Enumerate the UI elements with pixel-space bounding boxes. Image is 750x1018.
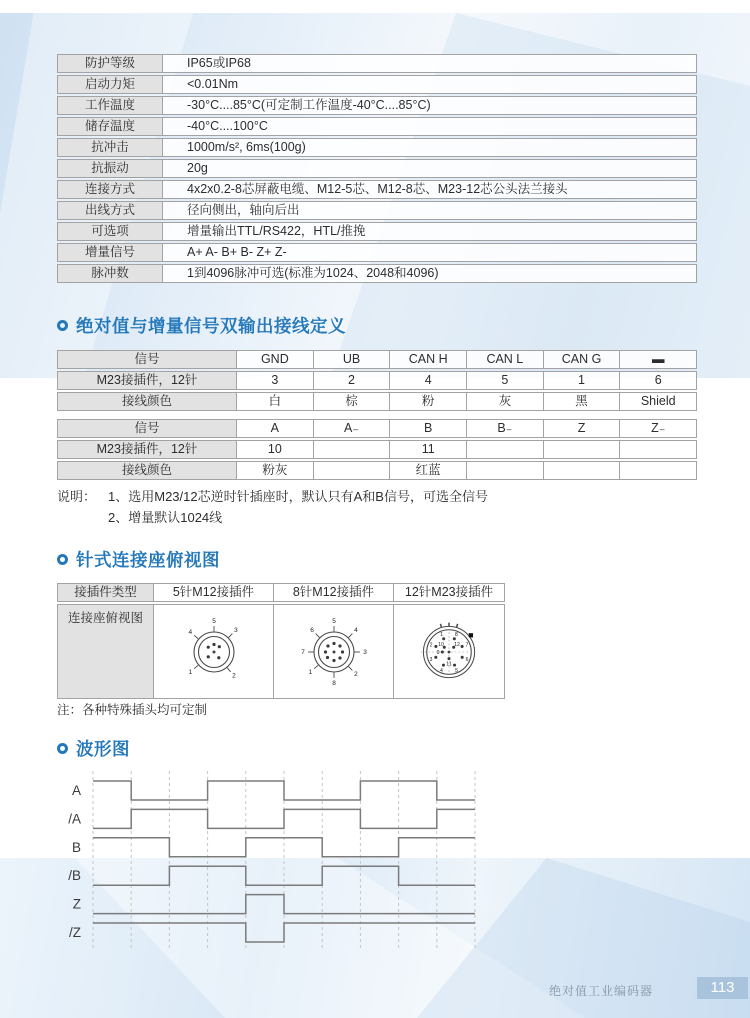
wiring-cell: 接线颜色 xyxy=(58,462,236,479)
specs-table xyxy=(57,54,697,285)
wiring-cell: M23接插件，12针 xyxy=(58,441,236,458)
connector-diagram-cell xyxy=(153,605,273,698)
spec-label: 可选项 xyxy=(58,223,162,240)
wiring-header-cell: A₋ xyxy=(313,420,390,437)
wiring-header-cell: A xyxy=(236,420,313,437)
wiring-cell: 6 xyxy=(619,372,696,389)
spec-label: 脉冲数 xyxy=(58,265,162,282)
spec-value: A+ A- B+ B- Z+ Z- xyxy=(162,244,696,261)
pin-label: 1 xyxy=(440,631,444,638)
spec-row xyxy=(57,54,697,73)
spec-row xyxy=(57,264,697,283)
pin-label: 4 xyxy=(353,626,358,634)
spec-row xyxy=(57,159,697,178)
wiring-header-cell: CAN H xyxy=(389,351,466,368)
waveform-svg xyxy=(50,765,695,960)
section-title-text: 波形图 xyxy=(76,739,130,759)
wiring-cell: 4 xyxy=(389,372,466,389)
wiring-cell: 1 xyxy=(543,372,620,389)
spec-row xyxy=(57,117,697,136)
section-title-connector xyxy=(57,547,220,572)
wiring-cell: Shield xyxy=(619,393,696,410)
wiring-cell: 红蓝 xyxy=(389,462,466,479)
note-line: 2、增量默认1024线 xyxy=(108,510,223,525)
spec-row xyxy=(57,75,697,94)
wiring-cell xyxy=(543,462,620,479)
wiring-header-cell: Z₋ xyxy=(619,420,696,437)
signal-trace-/A xyxy=(93,809,475,828)
spec-label: 抗冲击 xyxy=(58,139,162,156)
wiring-row xyxy=(57,392,697,411)
wiring-table-abz xyxy=(57,419,697,482)
wiring-cell: 粉 xyxy=(389,393,466,410)
wiring-cell xyxy=(619,462,696,479)
wiring-cell: M23接插件，12针 xyxy=(58,372,236,389)
pin-label: 3 xyxy=(233,626,238,634)
pin-label: 5 xyxy=(455,667,459,674)
pin-label: 6 xyxy=(465,656,469,663)
pin-label: 1 xyxy=(307,668,312,676)
spec-value: 20g xyxy=(162,160,696,177)
spec-value: <0.01Nm xyxy=(162,76,696,93)
wiring-row xyxy=(57,440,697,459)
spec-value: 径向侧出，轴向后出 xyxy=(162,202,696,219)
wiring-header-cell: Z xyxy=(543,420,620,437)
signal-label-B: B xyxy=(71,839,81,855)
connector-header-cell: 12针M23接插件 xyxy=(393,584,504,601)
wiring-cell: 白 xyxy=(236,393,313,410)
connector-header-cell: 接插件类型 xyxy=(58,584,153,601)
signal-trace-Z xyxy=(93,895,475,914)
wiring-header-cell: 信号 xyxy=(58,420,236,437)
pin-label: 4 xyxy=(439,667,443,674)
wiring-cell: 黑 xyxy=(543,393,620,410)
connector-table xyxy=(57,583,505,701)
wiring-header-cell: B xyxy=(389,420,466,437)
connector-header-cell: 8针M12接插件 xyxy=(273,584,393,601)
section-bullet-icon xyxy=(57,743,68,754)
pin-label: 1 xyxy=(187,668,192,676)
spec-value: 增量输出TTL/RS422，HTL/推挽 xyxy=(162,223,696,240)
spec-value: 1000m/s², 6ms(100g) xyxy=(162,139,696,156)
section-title-text: 针式连接座俯视图 xyxy=(76,550,220,570)
wiring-header-cell: GND xyxy=(236,351,313,368)
wiring-row xyxy=(57,461,697,480)
spec-value: -30°C....85°C(可定制工作温度-40°C....85°C) xyxy=(162,97,696,114)
section-bullet-icon xyxy=(57,554,68,565)
pin-label: 7 xyxy=(300,648,305,656)
signal-trace-B xyxy=(93,838,475,857)
signal-label-/Z: /Z xyxy=(69,925,81,940)
signal-label-A: A xyxy=(71,783,81,798)
signal-label-Z: Z xyxy=(72,896,81,912)
wiring-header-row xyxy=(57,419,697,438)
pin-label: 2 xyxy=(353,670,358,678)
wiring-cell: 5 xyxy=(466,372,543,389)
wiring-cell: 粉灰 xyxy=(236,462,313,479)
pin-label: 12 xyxy=(454,641,460,648)
pin-label: 5 xyxy=(211,617,216,625)
connector-header-row xyxy=(57,583,505,602)
wiring-cell xyxy=(466,441,543,458)
wiring-cell: 接线颜色 xyxy=(58,393,236,410)
connector-diagram-row xyxy=(57,604,505,699)
wiring-header-cell: CAN L xyxy=(466,351,543,368)
spec-label: 启动力矩 xyxy=(58,76,162,93)
signal-trace-A xyxy=(93,781,475,800)
pin-label: 4 xyxy=(187,628,192,636)
wiring-cell xyxy=(619,441,696,458)
pin-label: 2 xyxy=(429,641,433,648)
spec-label: 防护等级 xyxy=(58,55,162,72)
signal-trace-/Z xyxy=(93,923,475,942)
spec-value: 1到4096脉冲可选(标准为1024、2048和4096) xyxy=(162,265,696,282)
wiring-cell: 2 xyxy=(313,372,390,389)
pin-label: 3 xyxy=(429,656,433,663)
wiring-header-row xyxy=(57,350,697,369)
spec-row xyxy=(57,243,697,262)
waveform-diagram xyxy=(50,765,695,965)
wiring-header-cell: ▬ xyxy=(619,351,696,368)
pin-label: 2 xyxy=(231,672,236,680)
pin-label: 8 xyxy=(331,679,336,687)
pin-label: 10 xyxy=(438,641,444,648)
signal-label-/A: /A xyxy=(68,811,81,827)
wiring-cell xyxy=(313,462,390,479)
wiring-cell xyxy=(543,441,620,458)
spec-label: 出线方式 xyxy=(58,202,162,219)
pin-label: 9 xyxy=(436,649,440,656)
spec-row xyxy=(57,180,697,199)
spec-row xyxy=(57,138,697,157)
connector-diagram-cell xyxy=(393,605,504,698)
wiring-header-cell: 信号 xyxy=(58,351,236,368)
spec-label: 工作温度 xyxy=(58,97,162,114)
note-line: 1、选用M23/12芯逆时针插座时，默认只有A和B信号，可选全信号 xyxy=(108,489,488,504)
wiring-table-can xyxy=(57,350,697,413)
wiring-cell xyxy=(466,462,543,479)
wiring-header-cell: CAN G xyxy=(543,351,620,368)
footer-label: 绝对值工业编码器 xyxy=(548,984,653,998)
section-title-text: 绝对值与增量信号双输出接线定义 xyxy=(76,316,346,336)
section-bullet-icon xyxy=(57,320,68,331)
wiring-header-cell: UB xyxy=(313,351,390,368)
spec-label: 增量信号 xyxy=(58,244,162,261)
connector-diagram-cell xyxy=(273,605,393,698)
pin-label: 8 xyxy=(454,631,458,638)
signal-label-/B: /B xyxy=(68,868,81,884)
m12-8-connector xyxy=(276,606,392,698)
section-title-wiring xyxy=(57,313,346,338)
spec-label: 储存温度 xyxy=(58,118,162,135)
spec-label: 连接方式 xyxy=(58,181,162,198)
wiring-cell: 3 xyxy=(236,372,313,389)
connector-row-label: 连接座俯视图 xyxy=(58,605,153,698)
wiring-cell: 灰 xyxy=(466,393,543,410)
wiring-cell xyxy=(313,441,390,458)
m23-12-connector xyxy=(394,606,504,698)
notes-prefix: 说明： xyxy=(57,489,97,504)
pin-label: 5 xyxy=(331,617,336,625)
section-title-waveform xyxy=(57,736,130,761)
wiring-notes xyxy=(57,486,488,528)
pin-label: 7 xyxy=(465,641,469,648)
spec-value: -40°C....100°C xyxy=(162,118,696,135)
wiring-cell: 棕 xyxy=(313,393,390,410)
notes-items xyxy=(108,486,488,528)
spec-row xyxy=(57,201,697,220)
wiring-header-cell: B₋ xyxy=(466,420,543,437)
spec-value: IP65或IP68 xyxy=(162,55,696,72)
spec-row xyxy=(57,96,697,115)
page-number-badge: 113 xyxy=(697,977,748,999)
m12-5-connector xyxy=(156,606,272,698)
pin-label: 6 xyxy=(309,626,314,634)
wiring-cell: 10 xyxy=(236,441,313,458)
spec-row xyxy=(57,222,697,241)
spec-label: 抗振动 xyxy=(58,160,162,177)
pin-label: 11 xyxy=(446,660,452,667)
wiring-row xyxy=(57,371,697,390)
connector-header-cell: 5针M12接插件 xyxy=(153,584,273,601)
wiring-cell: 11 xyxy=(389,441,466,458)
connector-note: 注：各种特殊插头均可定制 xyxy=(57,703,208,717)
spec-value: 4x2x0.2-8芯屏蔽电缆、M12-5芯、M12-8芯、M23-12芯公头法兰接头 xyxy=(162,181,696,198)
pin-label: 3 xyxy=(362,648,367,656)
